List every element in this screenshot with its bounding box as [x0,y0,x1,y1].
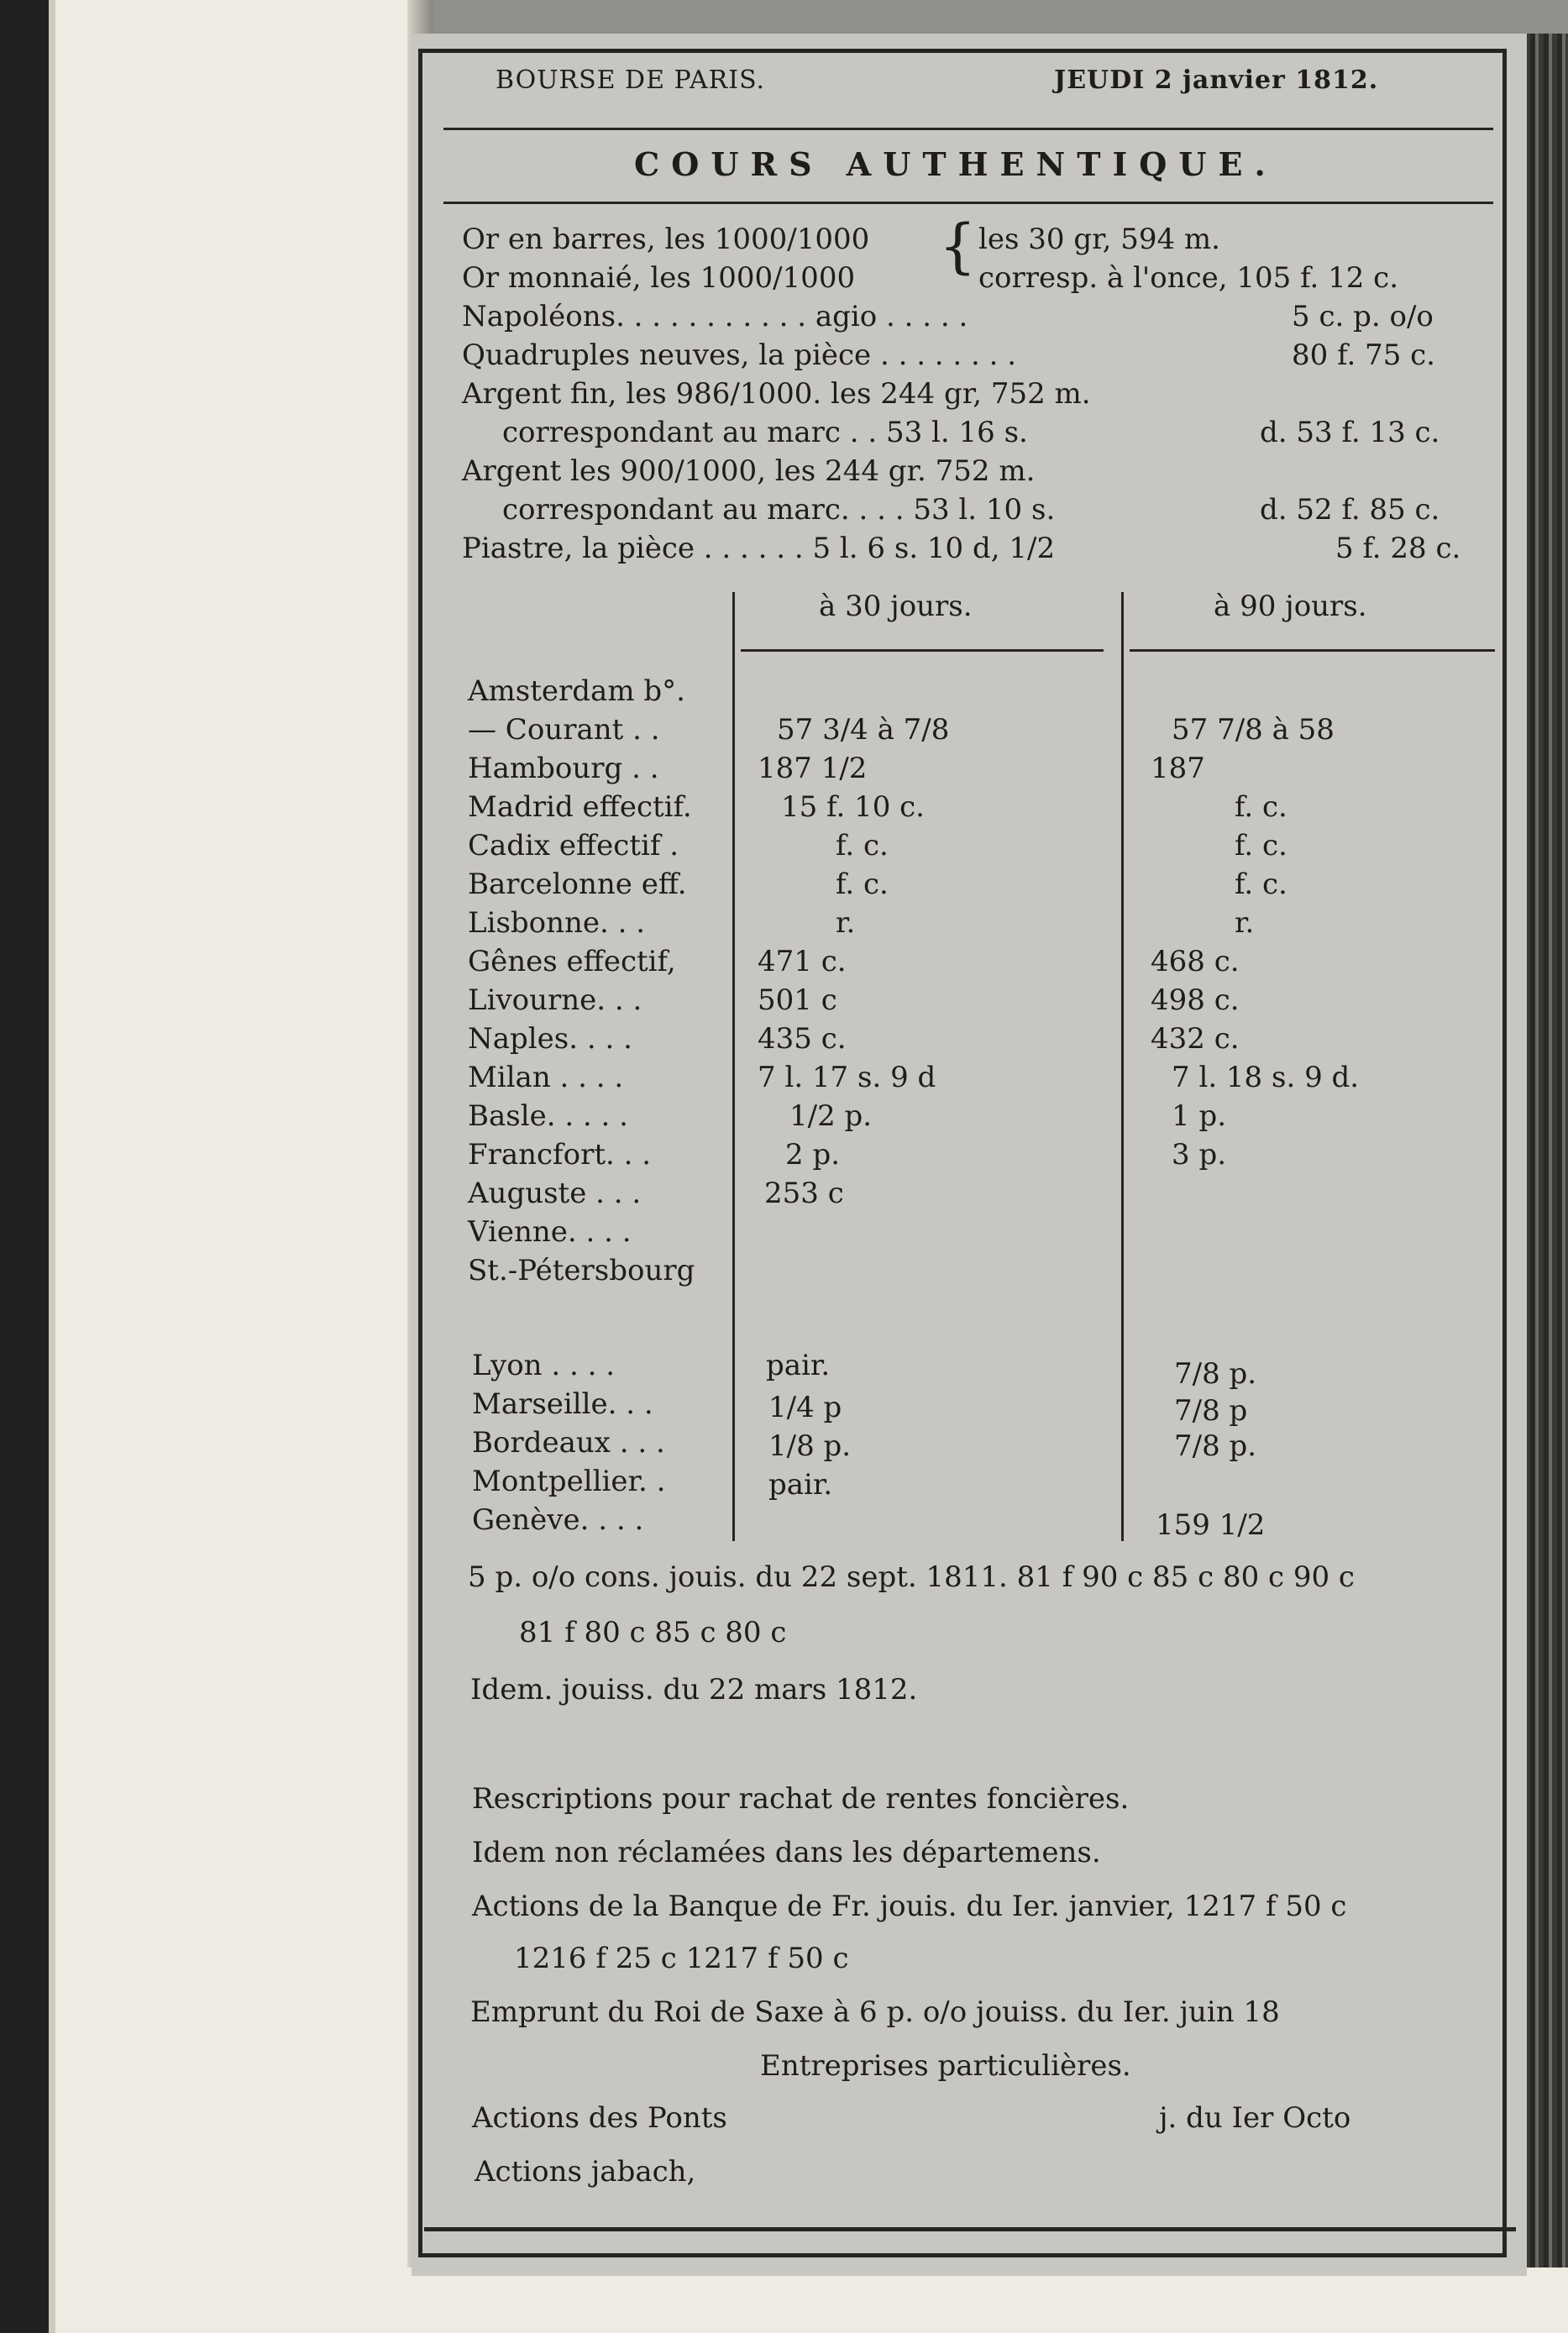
metal-value: 5 f. 28 c. [1335,532,1461,565]
rate-90: f. c. [1235,868,1287,901]
rate-30: f. c. [836,829,889,862]
title-rule [443,202,1493,204]
city-label: Madrid effectif. [468,790,692,824]
rate-30: 1/8 p. [768,1429,852,1463]
rate-90: 7/8 p. [1174,1429,1257,1463]
city-label: Livourne. . . [468,983,642,1017]
city-label: Hambourg . . [468,752,659,785]
brace-glyph: { [939,212,977,280]
rate-30: 253 c [764,1177,844,1210]
metal-value: d. 53 f. 13 c. [1260,416,1440,449]
section-heading: Entreprises particulières. [760,2049,1131,2083]
city-label: Milan . . . . [468,1061,624,1094]
header-right: JEUDI 2 janvier 1812. [1054,66,1379,95]
rate-90: 498 c. [1151,983,1240,1017]
metal-line: Quadruples neuves, la pièce . . . . . . . . [462,338,1017,372]
city-label: Francfort. . . [468,1138,652,1172]
city-label: Amsterdam b°. [468,674,685,708]
metal-line: Argent les 900/1000, les 244 gr. 752 m. [462,454,1036,488]
rate-30: pair. [768,1468,833,1502]
metal-value: corresp. à l'once, 105 f. 12 c. [978,261,1399,295]
col-header-rule [1130,649,1495,652]
metal-value: 80 f. 75 c. [1292,338,1435,372]
rate-90: 159 1/2 [1156,1508,1266,1542]
security-line: Actions de la Banque de Fr. jouis. du Ier. janvier, 1217 f 50 c [472,1890,1347,1923]
metal-value: les 30 gr, 594 m. [978,223,1220,256]
jabach-label: Actions jabach, [475,2155,696,2189]
rate-90: 3 p. [1172,1138,1227,1172]
rente-line: 5 p. o/o cons. jouis. du 22 sept. 1811. 81 f 90 c 85 c 80 c 90 c [468,1560,1355,1594]
rente-line: 81 f 80 c 85 c 80 c [519,1616,787,1649]
city-label: Basle. . . . . [468,1099,628,1133]
book-spine-shadow [0,0,55,2333]
metal-line: correspondant au marc . . 53 l. 16 s. [502,416,1028,449]
rate-30: pair. [766,1349,831,1382]
blank-facing-page [55,0,425,2333]
rate-90: 1 p. [1172,1099,1227,1133]
bottom-frame-rule [424,2227,1516,2231]
metal-line: Or monnaié, les 1000/1000 [462,261,856,295]
city-label: Lyon . . . . [472,1349,616,1382]
rate-30: 7 l. 17 s. 9 d [758,1061,936,1094]
column-rule [732,592,735,1541]
rente-line: Idem. jouiss. du 22 mars 1812. [470,1673,918,1706]
header-rule [443,128,1493,130]
city-label: Cadix effectif . [468,829,679,862]
rate-90: 468 c. [1151,945,1240,978]
rate-30: 2 p. [785,1138,841,1172]
city-label: Bordeaux . . . [472,1426,665,1460]
metal-line: correspondant au marc. . . . 53 l. 10 s. [502,493,1056,527]
metal-line: Argent fin, les 986/1000. les 244 gr, 752 m. [462,377,1091,411]
col-90-header: à 90 jours. [1214,590,1367,623]
rate-30: 57 3/4 à 7/8 [777,713,950,747]
city-label: Naples. . . . [468,1022,632,1056]
rate-90: 7/8 p. [1174,1357,1257,1391]
rate-90: r. [1235,906,1255,940]
security-line: Idem non réclamées dans les départemens. [472,1836,1101,1869]
rate-30: 501 c [758,983,837,1017]
security-line: Rescriptions pour rachat de rentes foncières. [472,1782,1130,1816]
rate-90: 7 l. 18 s. 9 d. [1172,1061,1360,1094]
column-rule [1121,592,1124,1541]
page-title: COURS AUTHENTIQUE. [634,145,1277,183]
col-30-header: à 30 jours. [819,590,973,623]
city-label: Genève. . . . [472,1503,644,1537]
city-label: — Courant . . [468,713,660,747]
col-header-rule [741,649,1104,652]
ponts-date: j. du Ier Octo [1159,2101,1351,2135]
city-label: St.-Pétersbourg [468,1254,695,1287]
rate-30: 15 f. 10 c. [781,790,925,824]
city-label: Auguste . . . [468,1177,642,1210]
security-line: Emprunt du Roi de Saxe à 6 p. o/o jouiss. du Ier. juin 18 [470,1995,1280,2029]
rate-90: 187 [1151,752,1205,785]
bottom-paper-strip [55,2267,1568,2333]
metal-line: Or en barres, les 1000/1000 [462,223,870,256]
rate-90: f. c. [1235,829,1287,862]
security-line: 1216 f 25 c 1217 f 50 c [514,1942,849,1975]
header-left: BOURSE DE PARIS. [496,66,766,95]
rate-30: 471 c. [758,945,847,978]
metal-value: 5 c. p. o/o [1292,300,1434,333]
rate-30: r. [836,906,856,940]
rate-30: 1/2 p. [789,1099,873,1133]
city-label: Vienne. . . . [468,1215,632,1249]
rate-30: 187 1/2 [758,752,868,785]
metal-value: d. 52 f. 85 c. [1260,493,1440,527]
rate-90: 57 7/8 à 58 [1172,713,1335,747]
rate-30: f. c. [836,868,889,901]
rate-30: 435 c. [758,1022,847,1056]
rate-90: 432 c. [1151,1022,1240,1056]
rate-30: 1/4 p [768,1391,842,1424]
metal-line: Piastre, la pièce . . . . . . 5 l. 6 s. 10 d, 1/2 [462,532,1056,565]
city-label: Barcelonne eff. [468,868,687,901]
metal-line: Napoléons. . . . . . . . . . . agio . . . . . [462,300,968,333]
city-label: Gênes effectif, [468,945,676,978]
rate-90: 7/8 p [1174,1394,1248,1428]
ponts-label: Actions des Ponts [472,2101,727,2135]
rate-90: f. c. [1235,790,1287,824]
city-label: Montpellier. . [472,1465,666,1498]
city-label: Lisbonne. . . [468,906,646,940]
city-label: Marseille. . . [472,1387,653,1421]
